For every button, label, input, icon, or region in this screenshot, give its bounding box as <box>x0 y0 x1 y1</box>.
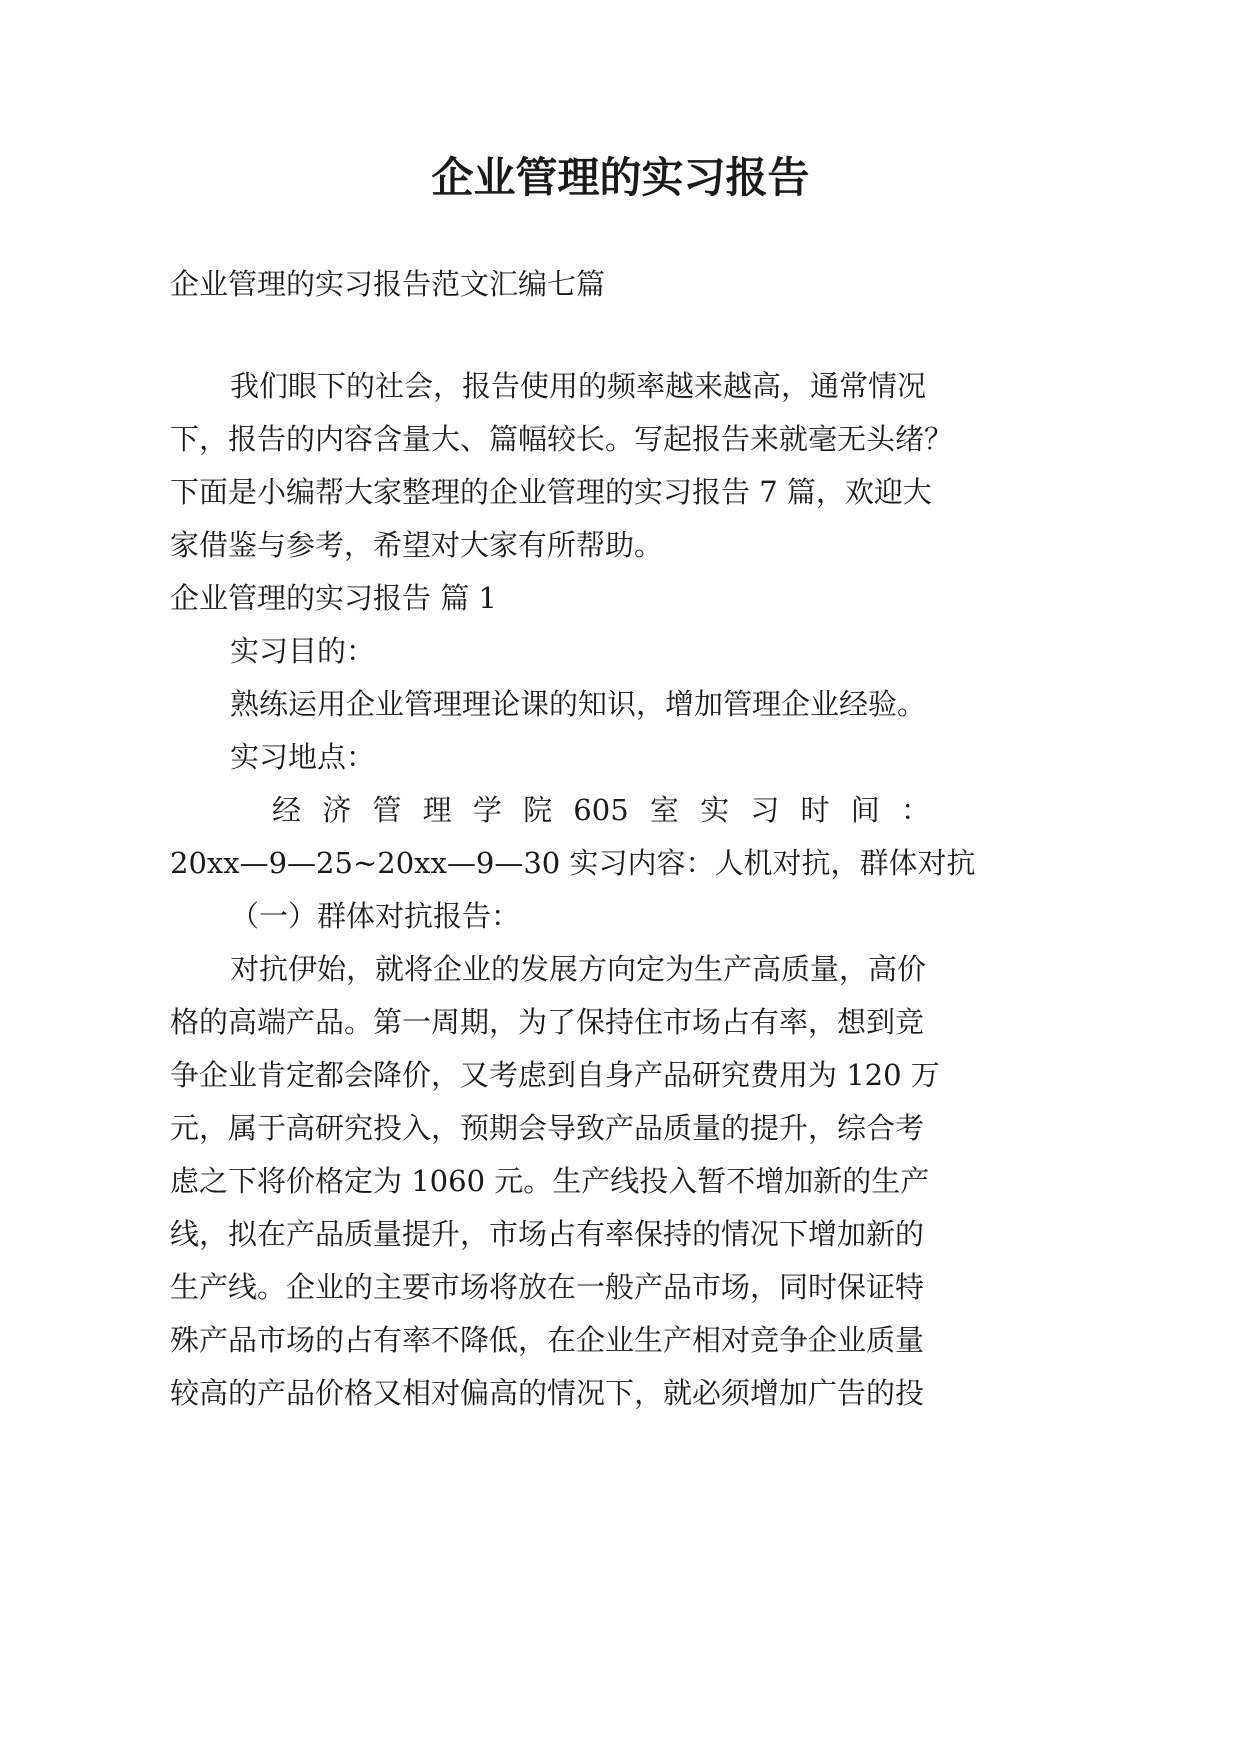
body-line: 对抗伊始，就将企业的发展方向定为生产高质量，高价 <box>230 952 927 986</box>
body-line: 格的高端产品。第一周期，为了保持住市场占有率，想到竞 <box>170 1005 925 1039</box>
date-line: 20xx—9—25~20xx—9—30 实习内容：人机对抗，群体对抗 <box>170 846 976 880</box>
intro-line: 家借鉴与参考，希望对大家有所帮助。 <box>170 528 664 562</box>
intro-line: 下，报告的内容含量大、篇幅较长。写起报告来就毫无头绪？ <box>170 422 954 456</box>
section-heading: 企业管理的实习报告 篇 1 <box>170 581 497 615</box>
body-line: 生产线。企业的主要市场将放在一般产品市场，同时保证特 <box>170 1270 925 1304</box>
body-line: 线，拟在产品质量提升，市场占有率保持的情况下增加新的 <box>170 1217 925 1251</box>
body-line: 争企业肯定都会降价，又考虑到自身产品研究费用为 120 万 <box>170 1058 940 1092</box>
intro-line: 下面是小编帮大家整理的企业管理的实习报告 7 篇，欢迎大 <box>170 475 932 509</box>
body-line: 较高的产品价格又相对偏高的情况下，就必须增加广告的投 <box>170 1376 925 1410</box>
intro-line: 我们眼下的社会，报告使用的频率越来越高，通常情况 <box>230 369 927 403</box>
location-label: 实习地点： <box>230 740 376 774</box>
body-line: 殊产品市场的占有率不降低，在企业生产相对竞争企业质量 <box>170 1323 925 1357</box>
body-line: 虑之下将价格定为 1060 元。生产线投入暂不增加新的生产 <box>170 1164 930 1198</box>
document-subtitle: 企业管理的实习报告范文汇编七篇 <box>170 267 606 301</box>
body-line: 元，属于高研究投入，预期会导致产品质量的提升，综合考 <box>170 1111 925 1145</box>
location-line: 经 济 管 理 学 院 605 室 实 习 时 间 ： <box>272 793 930 827</box>
document-title: 企业管理的实习报告 <box>431 153 810 202</box>
purpose-text: 熟练运用企业管理理论课的知识，增加管理企业经验。 <box>230 687 927 721</box>
group-heading: （一）群体对抗报告： <box>230 899 521 933</box>
purpose-label: 实习目的： <box>230 634 376 668</box>
